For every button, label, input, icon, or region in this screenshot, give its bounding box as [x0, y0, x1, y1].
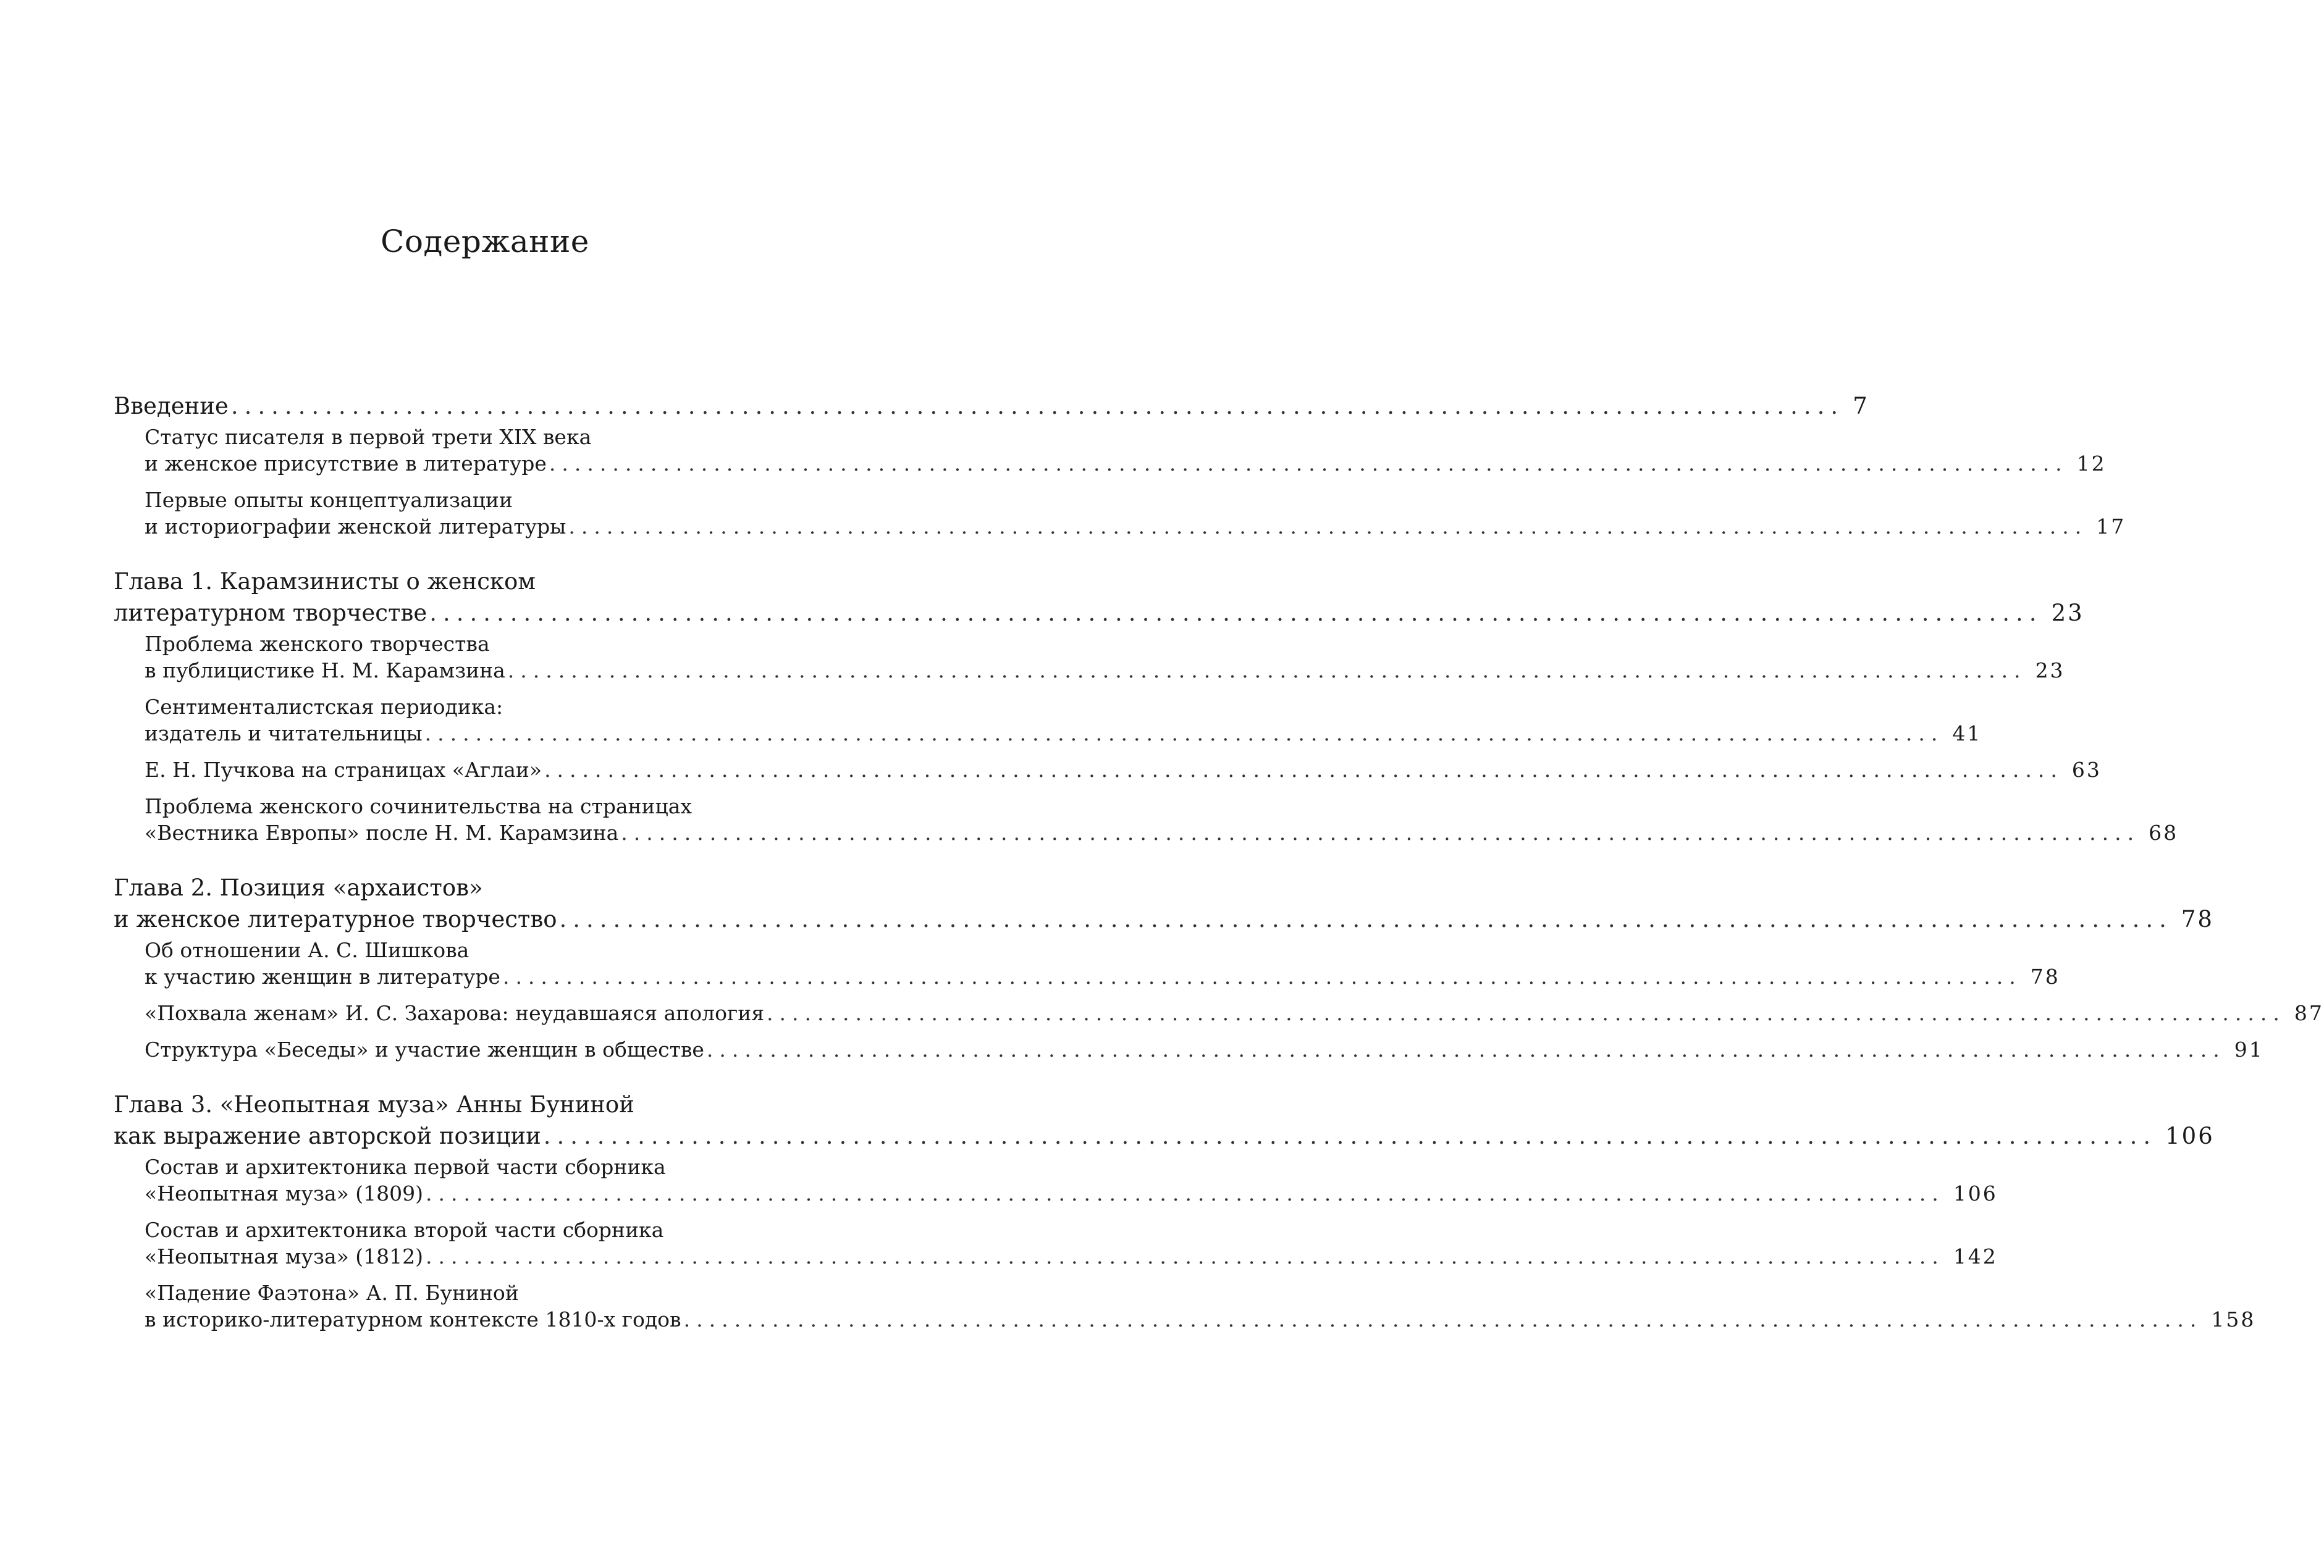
table-of-contents	[114, 390, 2324, 1333]
dot-leader: ........................................................................................................................	[502, 965, 2022, 989]
toc-page-number: 106	[1953, 1181, 1998, 1205]
toc-entry-row	[114, 597, 2084, 629]
toc-entry-row	[145, 1306, 2256, 1333]
dot-leader: ........................................................................................................................	[426, 1244, 1945, 1268]
toc-chapter-entry	[114, 390, 1869, 422]
toc-page-number: 41	[1952, 721, 1982, 745]
toc-entry-title-line: Глава 1. Карамзинисты о женском	[114, 568, 536, 595]
toc-page-number: 12	[2076, 451, 2107, 476]
dot-leader: ........................................................................................................................	[621, 821, 2141, 845]
toc-entry-title-line: Е. Н. Пучкова на страницах «Аглаи»	[145, 758, 542, 782]
toc-entry-title-line: Проблема женского творчества	[145, 632, 490, 656]
toc-entry-title-line: в публицистике Н. М. Карамзина	[145, 658, 505, 682]
dot-leader: ........................................................................................................................	[507, 658, 2027, 682]
toc-entry-title-line: Первые опыты концептуализации	[145, 488, 513, 512]
toc-entry-row	[145, 1180, 1998, 1207]
toc-page-number: 106	[2165, 1123, 2215, 1149]
toc-page-number: 87	[2294, 1001, 2324, 1025]
toc-entry-title-line: литературном творчестве	[114, 600, 427, 626]
toc-entry-title-line: «Падение Фаэтона» А. П. Буниной	[145, 1281, 519, 1305]
toc-entry-row	[145, 513, 2126, 540]
toc-section-entry	[114, 487, 2126, 540]
toc-page-number: 158	[2211, 1307, 2256, 1331]
toc-section-entry	[114, 424, 2107, 477]
toc-entry-title-line: и женское литературное творчество	[114, 906, 557, 933]
toc-entry-row	[145, 1000, 2324, 1026]
toc-entry-title-line: Введение	[114, 393, 229, 419]
toc-entry-row	[145, 963, 2060, 990]
toc-page-number: 7	[1853, 393, 1869, 419]
toc-entry-row	[145, 1243, 1998, 1270]
dot-leader: ........................................................................................................................	[426, 1181, 1945, 1205]
toc-chapter-entry	[114, 872, 2214, 935]
toc-entry-title-line: и женское присутствие в литературе	[145, 451, 547, 476]
toc-section-entry	[114, 694, 1982, 747]
toc-page-number: 78	[2181, 906, 2214, 933]
toc-entry-row	[145, 657, 2065, 684]
toc-entry-title-line: Глава 2. Позиция «архаистов»	[114, 874, 483, 901]
toc-entry-row	[145, 450, 2107, 477]
dot-leader: ........................................................................................................................	[429, 600, 2043, 626]
toc-section-entry	[114, 937, 2060, 990]
toc-section-entry	[114, 757, 2102, 783]
toc-page-number: 91	[2234, 1038, 2264, 1062]
toc-entry-title-line: Глава 3. «Неопытная муза» Анны Буниной	[114, 1091, 634, 1118]
toc-page-number: 17	[2096, 514, 2126, 539]
toc-entry-title-line: в историко-литературном контексте 1810-х годов	[145, 1307, 681, 1331]
toc-entry-title-line: как выражение авторской позиции	[114, 1123, 541, 1149]
toc-entry-title-line: и историографии женской литературы	[145, 514, 566, 539]
dot-leader: ........................................................................................................................	[544, 758, 2063, 782]
toc-entry-title-line: Об отношении А. С. Шишкова	[145, 938, 469, 962]
dot-leader: ........................................................................................................................	[568, 514, 2088, 539]
toc-page-number: 23	[2051, 600, 2084, 626]
toc-entry-title-line: Статус писателя в первой трети XIX века	[145, 425, 592, 449]
toc-entry-title-line: Состав и архитектоника второй части сборника	[145, 1218, 664, 1242]
toc-page-number: 78	[2030, 965, 2060, 989]
toc-section-entry	[114, 1217, 1998, 1270]
toc-section-entry	[114, 1036, 2264, 1063]
dot-leader: ........................................................................................................................	[683, 1307, 2203, 1331]
toc-section-entry	[114, 631, 2065, 684]
toc-entry-title-line: «Вестника Европы» после Н. М. Карамзина	[145, 821, 619, 845]
toc-entry-row	[145, 1036, 2264, 1063]
toc-page-number: 68	[2149, 821, 2179, 845]
page-title: Содержание	[381, 224, 589, 259]
toc-entry-row	[114, 1120, 2215, 1152]
toc-section-entry	[114, 1154, 1998, 1207]
toc-entry-title-line: к участию женщин в литературе	[145, 965, 500, 989]
toc-entry-title-line: «Неопытная муза» (1812)	[145, 1244, 424, 1268]
toc-entry-title-line: Структура «Беседы» и участие женщин в обществе	[145, 1038, 704, 1062]
toc-chapter-entry	[114, 1089, 2215, 1152]
toc-section-entry	[114, 1280, 2256, 1333]
dot-leader: ........................................................................................................................	[767, 1001, 2286, 1025]
toc-entry-row	[145, 757, 2102, 783]
toc-section-entry	[114, 1000, 2324, 1026]
dot-leader: ........................................................................................................................	[706, 1038, 2226, 1062]
toc-chapter-entry	[114, 566, 2084, 629]
toc-page-number: 142	[1953, 1244, 1998, 1268]
toc-entry-row	[114, 903, 2214, 935]
toc-entry-title-line: издатель и читательницы	[145, 721, 423, 745]
dot-leader: ........................................................................................................................	[549, 451, 2068, 476]
toc-entry-row	[145, 820, 2179, 846]
toc-page-number: 23	[2035, 658, 2065, 682]
toc-entry-title-line: «Похвала женам» И. С. Захарова: неудавшаяся апология	[145, 1001, 765, 1025]
dot-leader: ........................................................................................................................	[230, 393, 1845, 419]
toc-entry-title-line: Сентименталистская периодика:	[145, 695, 503, 719]
toc-entry-row	[145, 720, 1982, 747]
toc-entry-title-line: «Неопытная муза» (1809)	[145, 1181, 424, 1205]
dot-leader: ........................................................................................................................	[543, 1123, 2157, 1149]
dot-leader: ........................................................................................................................	[559, 906, 2173, 933]
toc-entry-title-line: Проблема женского сочинительства на страницах	[145, 794, 693, 818]
toc-entry-title-line: Состав и архитектоника первой части сборника	[145, 1155, 666, 1179]
toc-section-entry	[114, 793, 2179, 846]
toc-page-number: 63	[2071, 758, 2102, 782]
toc-entry-row	[114, 390, 1869, 422]
dot-leader: ........................................................................................................................	[424, 721, 1944, 745]
